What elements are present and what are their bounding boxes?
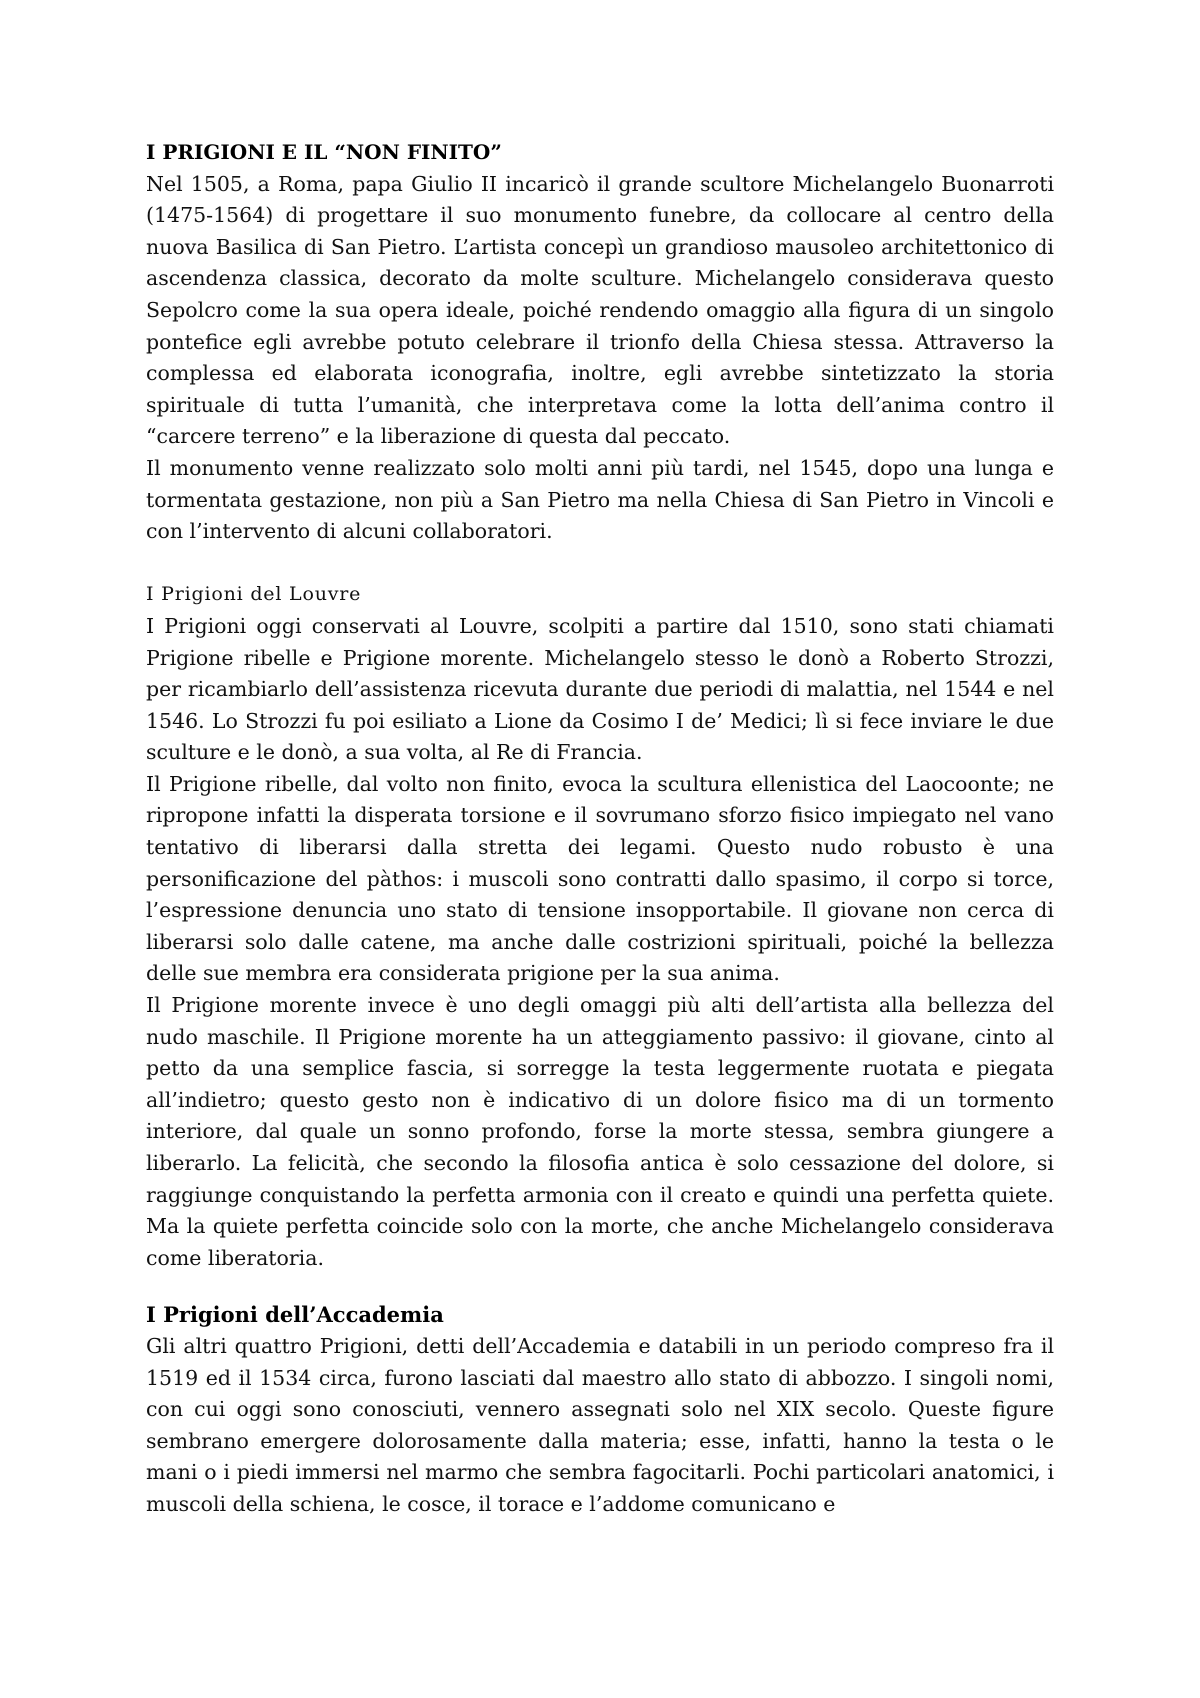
louvre-paragraph: Il Prigione ribelle, dal volto non finito, evoca la scultura ellenistica del Laocoonte; ne ripropone infatti la disperata torsione e il sovrumano sforzo fisico impiegato nel vano tentativo di liberarsi dalla stretta dei legami. Questo nudo robusto è una personificazione del pàthos: i muscoli sono contratti dallo spasimo, il corpo si torce, l’espressione denuncia uno stato di tensione insopportabile. Il giovane non cerca di liberarsi solo dalle catene, ma anche dalle costrizioni spirituali, poiché la bellezza delle sue membra era considerata prigione per la sua anima. — [146, 771, 1054, 986]
spacer — [146, 548, 1054, 580]
louvre-paragraph: Il Prigione morente invece è uno degli omaggi più alti dell’artista alla bellezza del nudo maschile. Il Prigione morente ha un atteggiamento passivo: il giovane, cinto al petto da una semplice fascia, si sorregge la testa leggermente ruotata e piegata all’indietro; questo gesto non è indicativo di un dolore fisico ma di un tormento interiore, dal quale un sonno profondo, forse la morte stessa, sembra giungere a liberarlo. La felicità, che secondo la filosofia antica è solo cessazione del dolore, si raggiunge conquistando la perfetta armonia con il creato e quindi una perfetta quiete. Ma la quiete perfetta coincide solo con la morte, che anche Michelangelo considerava come liberatoria. — [146, 993, 1054, 1270]
document-page — [146, 137, 1054, 1521]
section-heading-louvre: I Prigioni del Louvre — [146, 583, 362, 606]
louvre-paragraph: I Prigioni oggi conservati al Louvre, scolpiti a partire dal 1510, sono stati chiamati Prigione ribelle e Prigione morente. Michelangelo stesso le donò a Roberto Strozzi, per ricambiarlo dell’assistenza ricevuta durante due periodi di malattia, nel 1544 e nel 1546. Lo Strozzi fu poi esiliato a Lione da Cosimo I de’ Medici; lì si fece inviare le due sculture e le donò, a sua volta, al Re di Francia. — [146, 613, 1054, 765]
intro-paragraph: Il monumento venne realizzato solo molti anni più tardi, nel 1545, dopo una lunga e tormentata gestazione, non più a San Pietro ma nella Chiesa di San Pietro in Vincoli e con l’intervento di alcuni collaboratori. — [146, 455, 1054, 544]
spacer — [146, 1274, 1054, 1299]
document-title: I PRIGIONI E IL “NON FINITO” — [146, 140, 502, 164]
intro-paragraph: Nel 1505, a Roma, papa Giulio II incaricò il grande scultore Michelangelo Buonarroti (1475-1564) di progettare il suo monumento funebre, da collocare al centro della nuova Basilica di San Pietro. L’artista concepì un grandioso mausoleo architettonico di ascendenza classica, decorato da molte sculture. Michelangelo considerava questo Sepolcro come la sua opera ideale, poiché rendendo omaggio alla figura di un singolo pontefice egli avrebbe potuto celebrare il trionfo della Chiesa stessa. Attraverso la complessa ed elaborata iconografia, inoltre, egli avrebbe sintetizzato la storia spirituale di tutta l’umanità, che interpretava come la lotta dell’anima contro il “carcere terreno” e la liberazione di questa dal peccato. — [146, 171, 1054, 449]
accademia-paragraph: Gli altri quattro Prigioni, detti dell’Accademia e databili in un periodo compreso fra il 1519 ed il 1534 circa, furono lasciati dal maestro allo stato di abbozzo. I singoli nomi, con cui oggi sono conosciuti, vennero assegnati solo nel XIX secolo. Queste figure sembrano emergere dolorosamente dalla materia; esse, infatti, hanno la testa o le mani o i piedi immersi nel marmo che sembra fagocitarli. Pochi particolari anatomici, i muscoli della schiena, le cosce, il torace e l’addome comunicano e — [146, 1333, 1054, 1516]
section-heading-accademia: I Prigioni dell’Accademia — [146, 1302, 444, 1328]
